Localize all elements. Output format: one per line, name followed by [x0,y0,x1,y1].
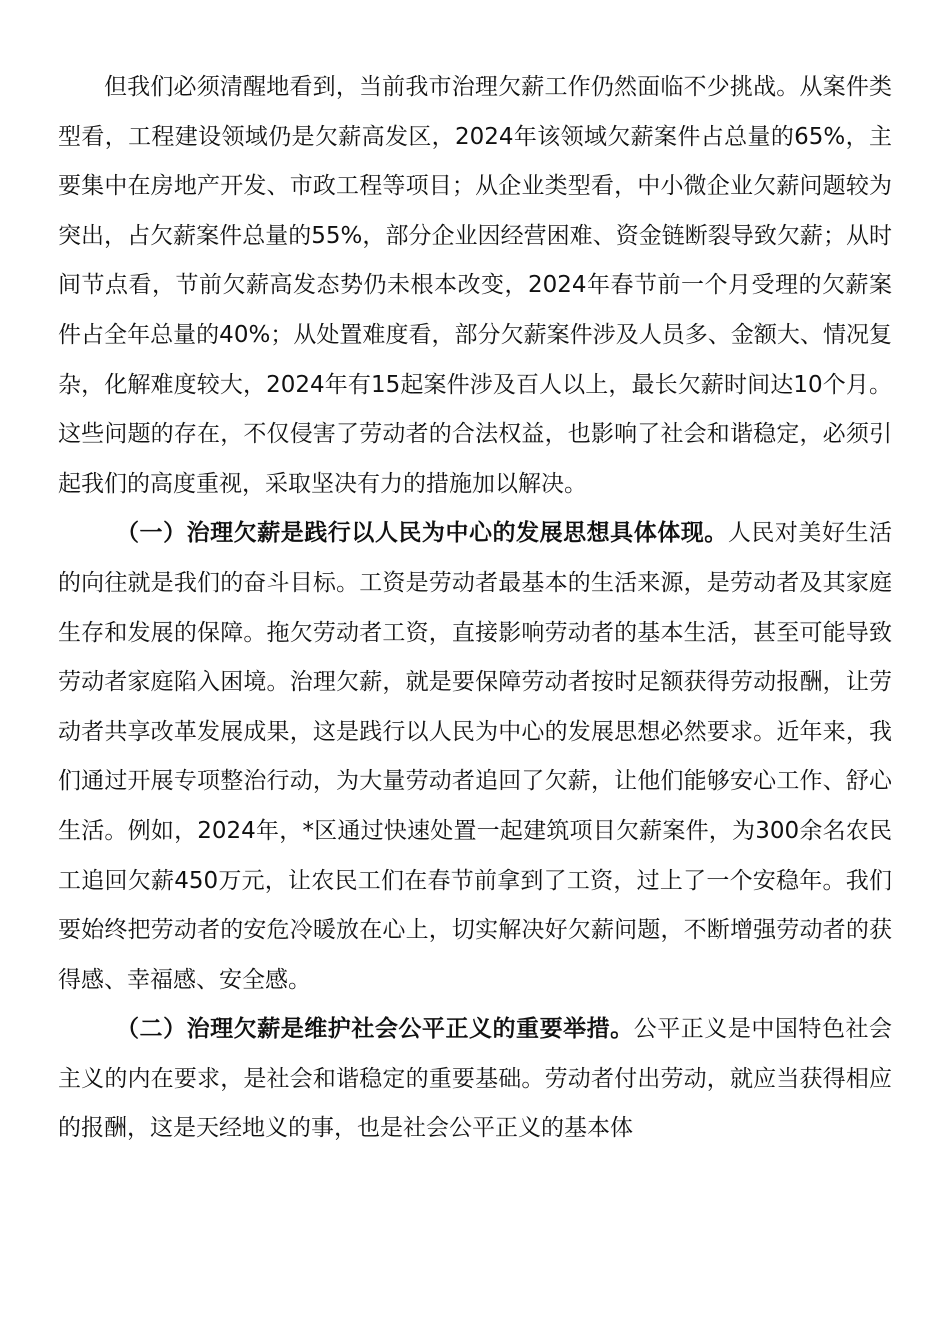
paragraph-challenges [58,63,892,509]
paragraph-section-two [58,1005,892,1154]
section-heading: （二）治理欠薪是维护社会公平正义的重要举措。 [116,1016,634,1043]
section-heading: （一）治理欠薪是践行以人民为中心的发展思想具体体现。 [116,520,728,547]
paragraph-text: 但我们必须清醒地看到，当前我市治理欠薪工作仍然面临不少挑战。从案件类型看，工程建设领域仍是欠薪高发区，2024年该领域欠薪案件占总量的65%，主要集中在房地产开发、市政工程等项目；从企业类型看，中小微企业欠薪问题较为突出，占欠薪案件总量的55%，部分企业因经营困难、资金链断裂导致欠薪；从时间节点看，节前欠薪高发态势仍未根本改变，2024年春节前一个月受理的欠薪案件占全年总量的40%；从处置难度看，部分欠薪案件涉及人员多、金额大、情况复杂，化解难度较大，2024年有15起案件涉及百人以上，最长欠薪时间达10个月。这些问题的存在，不仅侵害了劳动者的合法权益，也影响了社会和谐稳定，必须引起我们的高度重视，采取坚决有力的措施加以解决。 [58,74,892,497]
document-page [58,63,892,1154]
paragraph-text: 人民对美好生活的向往就是我们的奋斗目标。工资是劳动者最基本的生活来源，是劳动者及其家庭生存和发展的保障。拖欠劳动者工资，直接影响劳动者的基本生活，甚至可能导致劳动者家庭陷入困境。治理欠薪，就是要保障劳动者按时足额获得劳动报酬，让劳动者共享改革发展成果，这是践行以人民为中心的发展思想必然要求。近年来，我们通过开展专项整治行动，为大量劳动者追回了欠薪，让他们能够安心工作、舒心生活。例如，2024年，*区通过快速处置一起建筑项目欠薪案件，为300余名农民工追回欠薪450万元，让农民工们在春节前拿到了工资，过上了一个安稳年。我们要始终把劳动者的安危冷暖放在心上，切实解决好欠薪问题，不断增强劳动者的获得感、幸福感、安全感。 [58,520,892,993]
paragraph-section-one [58,509,892,1005]
paragraph-text: 公平正义是中国特色社会主义的内在要求，是社会和谐稳定的重要基础。劳动者付出劳动，就应当获得相应的报酬，这是天经地义的事，也是社会公平正义的基本体 [58,1016,892,1142]
